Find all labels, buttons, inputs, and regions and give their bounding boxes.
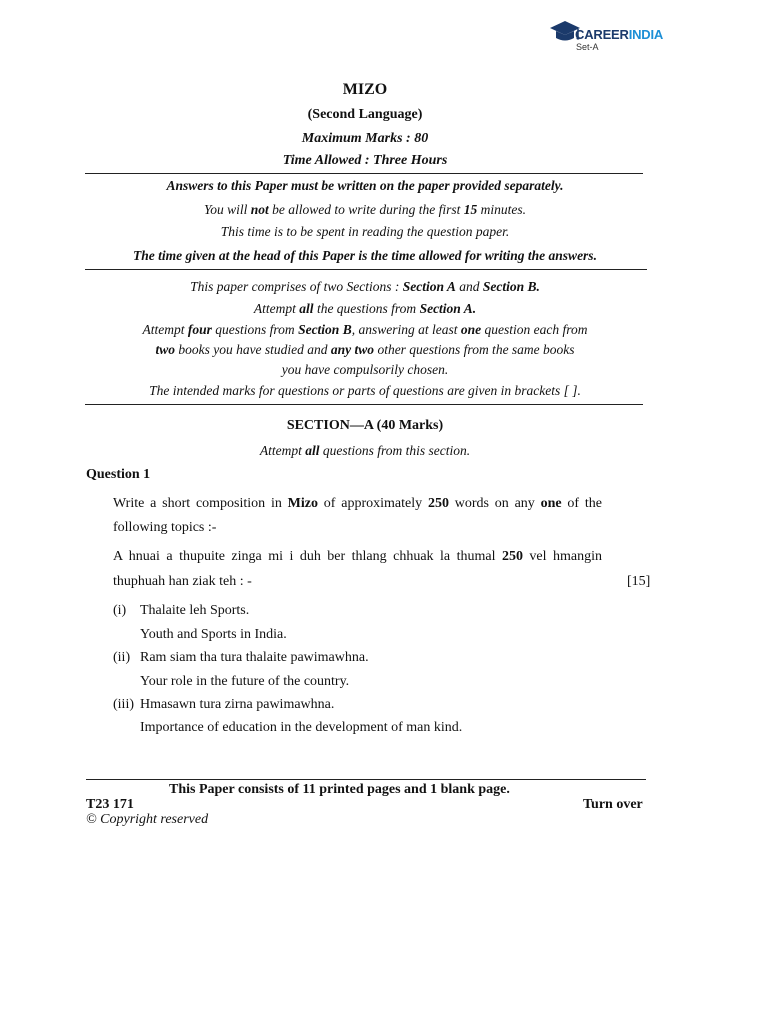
footer-divider [86,779,646,780]
marks-label: [15] [627,574,651,589]
set-label: Set-A [576,42,599,52]
topic-mizo: Thalaite leh Sports. [140,603,250,618]
question-text: Write a short composition in Mizo of approximately 250 words on any one of the [113,496,603,511]
divider [85,404,643,405]
instruction-line: Attempt four questions from Section B, answering at least one question each from [142,322,588,337]
paper-code: T23 171 [86,797,134,812]
divider [85,173,643,174]
question-text-mizo: thuphuah han ziak teh : - [113,574,252,589]
instruction-line: This paper comprises of two Sections : Section A and Section B. [190,279,540,294]
section-heading: SECTION—A (40 Marks) [286,418,444,433]
topic-english: Youth and Sports in India. [140,627,287,642]
paper-title: MIZO [342,81,388,98]
instruction-line: You will not be allowed to write during the first 15 minutes. [203,202,527,217]
topic-number: (iii) [113,697,134,712]
topic-mizo: Hmasawn tura zirna pawimawhna. [140,697,335,712]
section-instruction: Attempt all questions from this section. [259,443,471,458]
instruction-line: The time given at the head of this Paper is the time allowed for writing the answers. [133,248,597,263]
copyright-notice: © Copyright reserved [86,812,209,827]
logo-wordmark: CAREERINDIA [575,27,664,42]
divider [85,269,647,270]
question-label: Question 1 [86,467,151,482]
instruction-line: This time is to be spent in reading the question paper. [220,224,510,239]
time-allowed: Time Allowed : Three Hours [282,153,448,168]
page-count-note: This Paper consists of 11 printed pages and 1 blank page. [169,782,510,797]
instruction-line: The intended marks for questions or parts of questions are given in brackets [ ]. [149,383,581,398]
instruction-line: Attempt all the questions from Section A. [253,301,477,316]
topic-number: (i) [113,603,127,618]
turn-over-label: Turn over [583,797,643,812]
paper-subtitle: (Second Language) [307,107,423,122]
question-text: following topics :- [113,520,217,535]
topic-english: Your role in the future of the country. [140,674,350,689]
instruction-line: you have compulsorily chosen. [281,362,449,377]
careerindia-logo [548,18,668,52]
max-marks: Maximum Marks : 80 [301,131,429,146]
instruction-line: Answers to this Paper must be written on the paper provided separately. [166,178,564,193]
question-text-mizo: A hnuai a thupuite zinga mi i duh ber thlang chhuak la thumal 250 vel hmangin [113,549,602,564]
topic-english: Importance of education in the development of man kind. [140,720,463,735]
topic-mizo: Ram siam tha tura thalaite pawimawhna. [140,650,369,665]
topic-number: (ii) [113,650,131,665]
instruction-line: two books you have studied and any two other questions from the same books [155,342,575,357]
